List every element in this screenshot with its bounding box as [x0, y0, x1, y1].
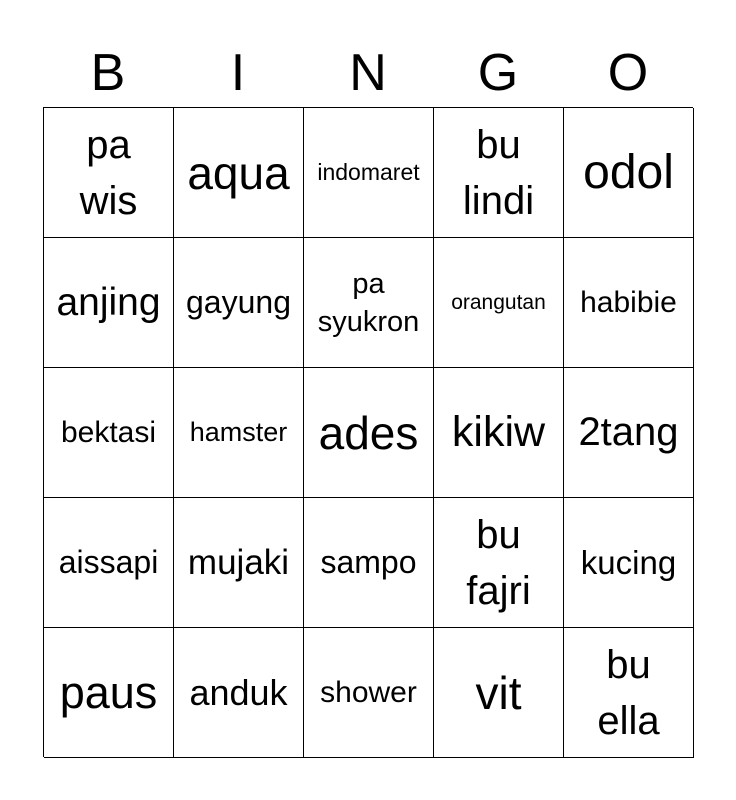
- cell-text: gayung: [186, 284, 291, 320]
- header-letter-i: I: [230, 44, 246, 102]
- cell-text: shower: [320, 675, 417, 709]
- bingo-cell: [564, 108, 694, 238]
- bingo-cell: [434, 628, 564, 758]
- cell-text: pa syukron: [317, 267, 420, 338]
- bingo-cell: [564, 238, 694, 368]
- cell-text: bektasi: [60, 415, 157, 449]
- bingo-cell: [304, 628, 434, 758]
- cell-text: bu fajri: [466, 512, 531, 613]
- cell-text: odol: [583, 146, 674, 199]
- cell-text: mujaki: [187, 542, 290, 582]
- bingo-cell: [44, 108, 174, 238]
- cell-text: anjing: [56, 280, 161, 324]
- bingo-header: [43, 40, 693, 106]
- bingo-cell: [44, 238, 174, 368]
- header-letter-g: G: [477, 44, 519, 102]
- header-letter-o: O: [607, 44, 649, 102]
- bingo-cell: [174, 108, 304, 238]
- bingo-cell: [174, 238, 304, 368]
- bingo-cell: [434, 108, 564, 238]
- bingo-cell: [564, 498, 694, 628]
- cell-text: anduk: [189, 671, 288, 713]
- bingo-grid: [43, 107, 693, 757]
- cell-text: ades: [318, 406, 419, 459]
- header-letter-b: B: [90, 44, 126, 102]
- cell-text: sampo: [320, 544, 417, 580]
- cell-text: indomaret: [317, 159, 420, 185]
- bingo-cell: [174, 498, 304, 628]
- bingo-cell: [434, 498, 564, 628]
- bingo-cell: [44, 628, 174, 758]
- bingo-cell: [564, 368, 694, 498]
- cell-text: kikiw: [451, 408, 546, 456]
- bingo-cell: [304, 498, 434, 628]
- bingo-cell: [564, 628, 694, 758]
- bingo-cell: [434, 368, 564, 498]
- bingo-cell: [174, 368, 304, 498]
- bingo-cell: [304, 238, 434, 368]
- bingo-cell: [44, 498, 174, 628]
- cell-text: kucing: [580, 543, 677, 581]
- cell-text: paus: [59, 666, 158, 718]
- cell-text: pa wis: [79, 122, 138, 223]
- cell-text: bu lindi: [462, 122, 535, 223]
- header-letter-n: N: [349, 44, 387, 102]
- cell-text: aqua: [187, 146, 290, 199]
- cell-text: 2tang: [578, 410, 679, 454]
- cell-text: habibie: [580, 285, 677, 319]
- bingo-cell: [304, 108, 434, 238]
- cell-text: orangutan: [451, 290, 546, 314]
- bingo-cell: [434, 238, 564, 368]
- cell-text: bu ella: [597, 642, 660, 743]
- cell-text: aissapi: [58, 544, 159, 580]
- cell-text: vit: [475, 666, 522, 719]
- bingo-cell: [44, 368, 174, 498]
- bingo-cell: [174, 628, 304, 758]
- bingo-cell: [304, 368, 434, 498]
- cell-text: hamster: [189, 417, 288, 447]
